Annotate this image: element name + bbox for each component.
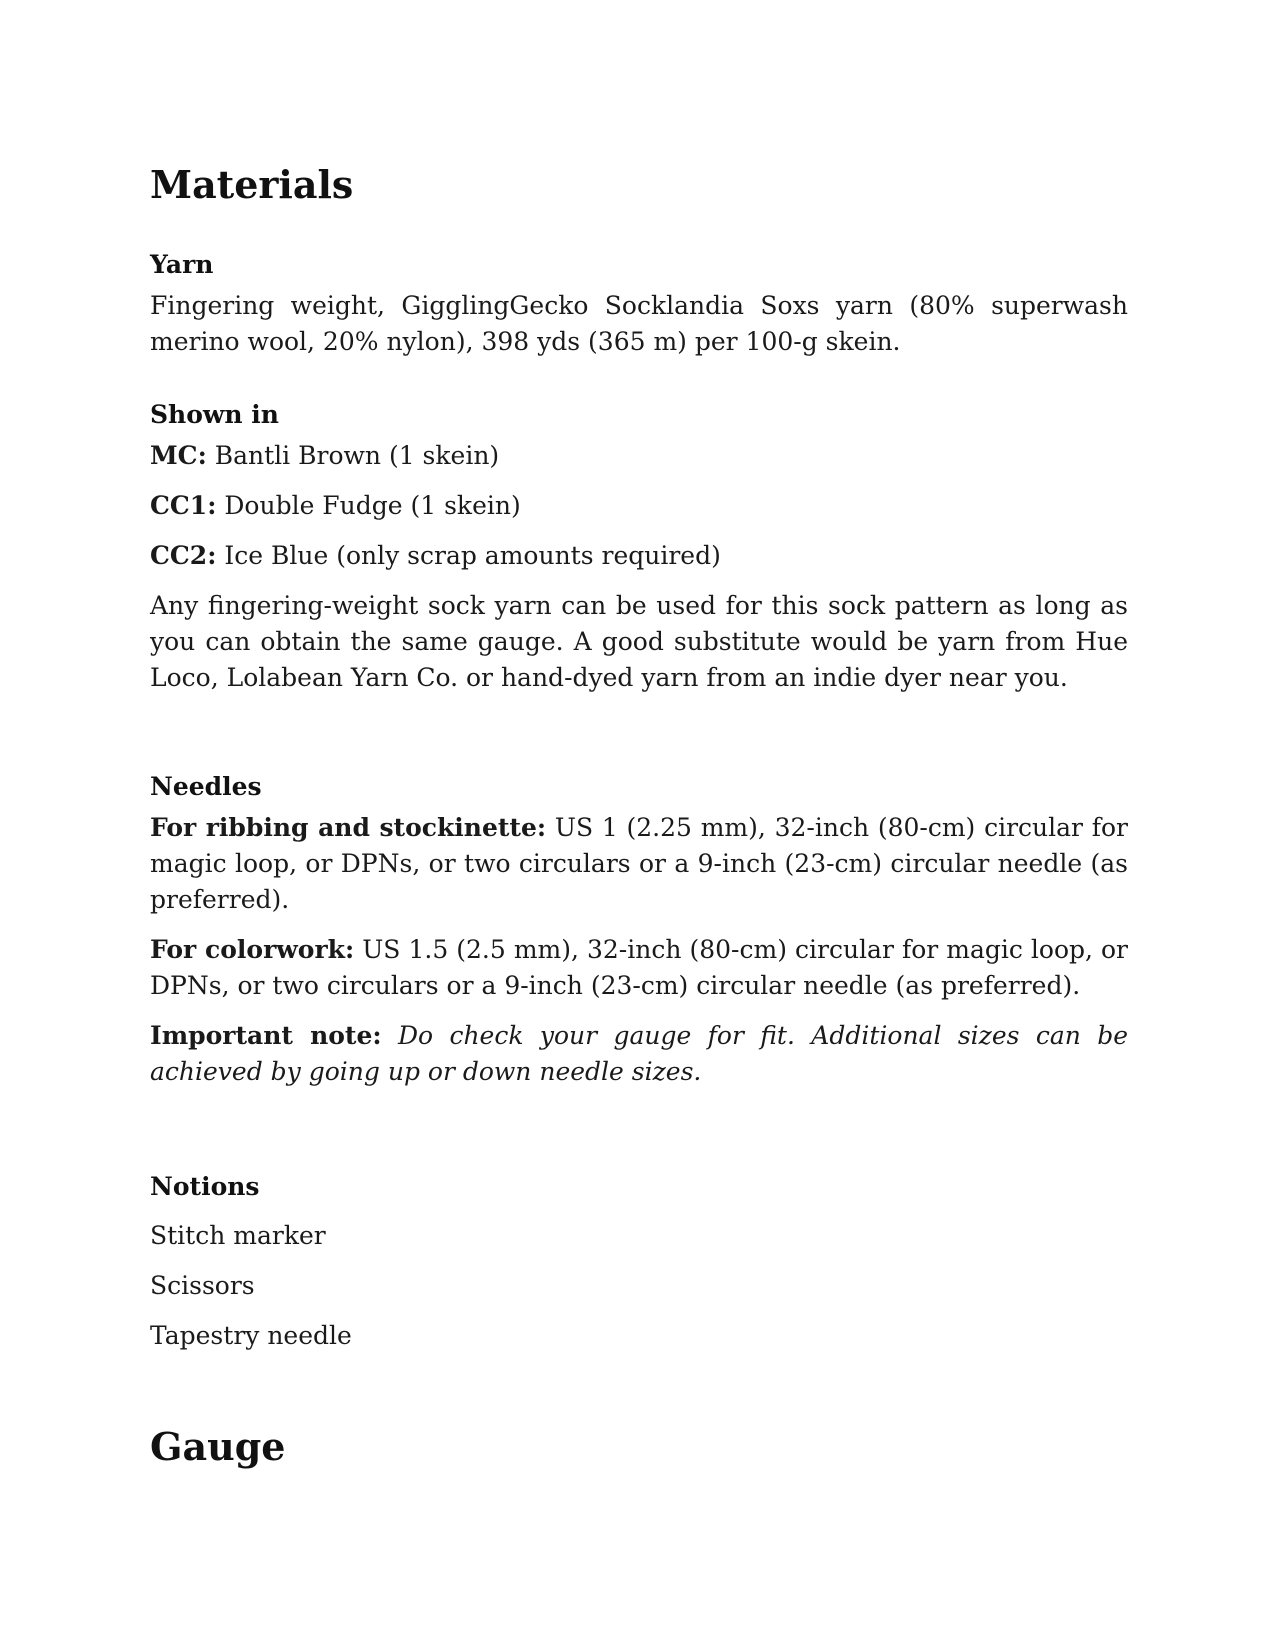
needle-colorwork-label: For colorwork: — [150, 935, 355, 964]
important-note-label: Important note: — [150, 1021, 382, 1050]
color-mc — [150, 438, 1128, 474]
shown-in-section — [150, 398, 1128, 696]
needle-colorwork — [150, 932, 1128, 1004]
yarn-heading: Yarn — [150, 250, 214, 279]
needle-colorwork-value: US 1.5 (2.5 mm), 32-inch (80-cm) circular for magic loop, or DPNs, or two circulars or a 9-inch (23-cm) circular needle (as preferred). — [150, 935, 1128, 1000]
materials-heading: Materials — [150, 162, 354, 207]
needles-heading: Needles — [150, 772, 262, 801]
notion-item: Stitch marker — [150, 1221, 326, 1250]
notions-section — [150, 1170, 1128, 1354]
color-cc1-value: Double Fudge (1 skein) — [216, 491, 521, 520]
yarn-substitute-note: Any fingering-weight sock yarn can be used for this sock pattern as long as you can obtain the same gauge. A good substitute would be yarn from Hue Loco, Lolabean Yarn Co. or hand-dyed yarn from an indie dyer near you. — [150, 591, 1128, 692]
color-cc2-value: Ice Blue (only scrap amounts required) — [216, 541, 721, 570]
important-note — [150, 1018, 1128, 1090]
important-note-text: Do check your gauge for fit. Additional sizes can be achieved by going up or down needle sizes. — [150, 1021, 1128, 1086]
needles-section — [150, 770, 1128, 1090]
yarn-description: Fingering weight, GigglingGecko Socklandia Soxs yarn (80% superwash merino wool, 20% nylon), 398 yds (365 m) per 100-g skein. — [150, 291, 1128, 356]
notion-item: Tapestry needle — [150, 1321, 352, 1350]
notion-item: Scissors — [150, 1271, 255, 1300]
needle-ribbing-value: US 1 (2.25 mm), 32-inch (80-cm) circular for magic loop, or DPNs, or two circulars or a 9-inch (23-cm) circular needle (as preferred). — [150, 813, 1128, 914]
needle-ribbing — [150, 810, 1128, 918]
needle-ribbing-label: For ribbing and stockinette: — [150, 813, 547, 842]
gauge-heading: Gauge — [150, 1424, 286, 1469]
color-cc1 — [150, 488, 1128, 524]
shown-in-heading: Shown in — [150, 400, 279, 429]
color-mc-label: MC: — [150, 441, 207, 470]
color-cc1-label: CC1: — [150, 491, 217, 520]
color-cc2-label: CC2: — [150, 541, 217, 570]
yarn-section — [150, 248, 1128, 360]
color-cc2 — [150, 538, 1128, 574]
notions-heading: Notions — [150, 1172, 260, 1201]
color-mc-value: Bantli Brown (1 skein) — [206, 441, 500, 470]
